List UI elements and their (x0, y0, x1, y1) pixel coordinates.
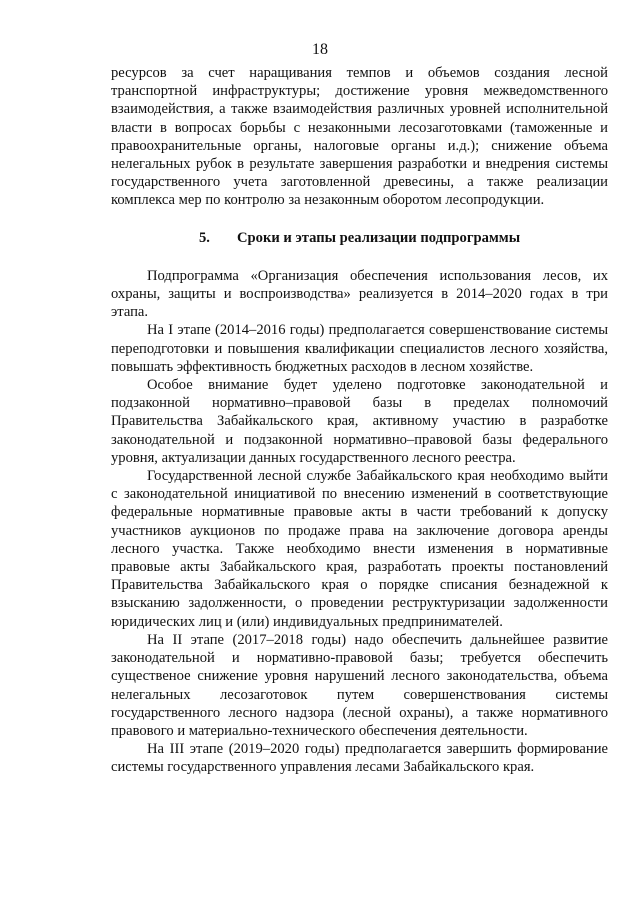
section-number: 5. (199, 229, 210, 246)
paragraph: Государственной лесной службе Забайкальского края необходимо выйти с законодательной инициативой по внесению изменений в соответствующие федеральные нормативные правовые акты в части требований к допуску участников аукционов по продаже права на заключение договора аренды лесного участка. Также необходимо внести изменения в нормативные правовые акты Забайкальского края, разработать проекты постановлений Правительства Забайкальского края о порядке списания безнадежной к взысканию задолженности, о проведении реструктуризации задолженности юридических лиц и (или) индивидуальных предпринимателей. (111, 468, 608, 630)
page-number: 18 (312, 41, 328, 58)
section-title: Сроки и этапы реализации подпрограммы (237, 229, 521, 246)
section-heading (111, 229, 608, 247)
paragraph: На I этапе (2014–2016 годы) предполагается совершенствование системы переподготовки и повышения квалификации специалистов лесного хозяйства, повышать эффективность бюджетных расходов в лесном хозяйстве. (111, 322, 608, 375)
paragraph: Подпрограмма «Организация обеспечения использования лесов, их охраны, защиты и воспроизводства» реализуется в 2014–2020 годах в три этапа. (111, 267, 608, 321)
paragraph: ресурсов за счет наращивания темпов и объемов создания лесной транспортной инфраструктуры; достижение уровня межведомственного взаимодействия, а также взаимодействия различных уровней исполнительной власти в вопросах борьбы с незаконными лесозаготовками (таможенные и правоохранительные органы, налоговые органы и.д.); снижение объема нелегальных рубок в результате завершения разработки и внедрения системы государственного учета заготовленной древесины, а также реализации комплекса мер по контролю за незаконным оборотом лесопродукции. (111, 65, 608, 209)
paragraph: На III этапе (2019–2020 годы) предполагается завершить формирование системы государственного управления лесами Забайкальского края. (111, 741, 608, 776)
paragraph: На II этапе (2017–2018 годы) надо обеспечить дальнейшее развитие законодательной и нормативно-правовой базы; требуется обеспечить существеное снижение уровня нарушений лесного законодательства, объема нелегальных лесозаготовок путем совершенствования системы государственного лесного надзора (лесной охраны), а также нормативного правового и материально-технического обеспечения деятельности. (111, 631, 608, 739)
paragraph: Особое внимание будет уделено подготовке законодательной и подзаконной нормативно–правовой базы в пределах полномочий Правительства Забайкальского края, активному участию в разработке законодательной и подзаконной нормативно–правовой базы федерального уровня, актуализации данных государственного лесного реестра. (111, 377, 608, 466)
document-body (111, 64, 608, 777)
